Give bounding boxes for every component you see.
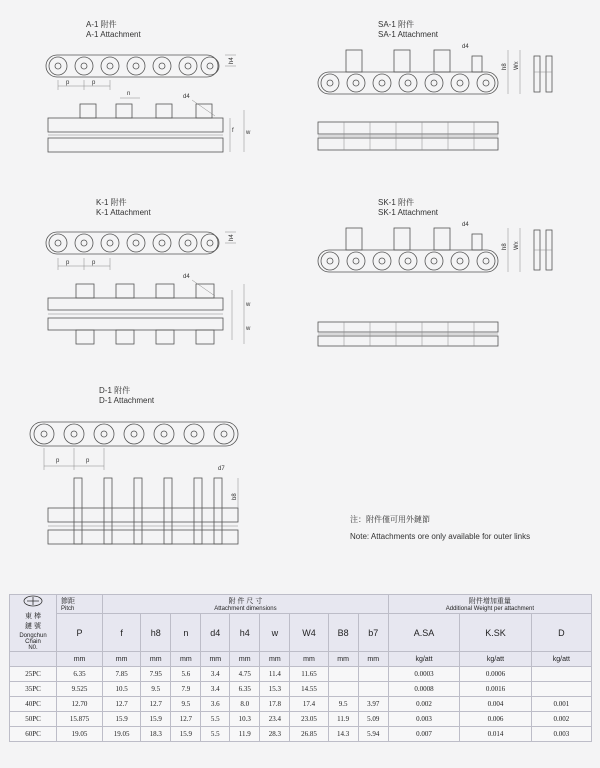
k1-side-view bbox=[46, 232, 236, 270]
row-cell: 0.001 bbox=[531, 697, 591, 712]
unit-cell: mm bbox=[141, 652, 171, 667]
row-cell: 14.3 bbox=[328, 727, 358, 742]
sym-cell: f bbox=[103, 614, 141, 652]
table-row bbox=[10, 682, 592, 697]
k1-label-cn: K-1 附件 bbox=[96, 198, 127, 207]
k1-label-en: K-1 Attachment bbox=[96, 208, 151, 217]
sa1-wx-label: Wx bbox=[514, 61, 520, 70]
attach-dim-en: Attachment dimensions bbox=[214, 606, 277, 612]
unit-cell: kg/att bbox=[388, 652, 459, 667]
unit-cell: mm bbox=[230, 652, 260, 667]
d1-label-cn: D-1 附件 bbox=[99, 386, 131, 395]
a1-f-label: f bbox=[232, 128, 234, 134]
row-cell: 0.002 bbox=[388, 697, 459, 712]
row-cell: 0.0008 bbox=[388, 682, 459, 697]
row-name: 60PC bbox=[10, 727, 57, 742]
sa1-d4-label: d4 bbox=[462, 44, 469, 50]
unit-cell: mm bbox=[290, 652, 328, 667]
row-cell: 0.014 bbox=[460, 727, 531, 742]
a1-d4-label: d4 bbox=[183, 94, 190, 100]
symbol-row bbox=[10, 614, 592, 652]
sym-cell: w bbox=[260, 614, 290, 652]
row-cell: 0.002 bbox=[531, 712, 591, 727]
row-cell: 3.6 bbox=[201, 697, 230, 712]
d1-p-label-1: p bbox=[56, 458, 60, 464]
table-row bbox=[10, 712, 592, 727]
row-cell bbox=[328, 682, 358, 697]
sk1-wx-label: Wx bbox=[514, 241, 520, 250]
row-cell: 19.05 bbox=[103, 727, 141, 742]
sym-cell: b7 bbox=[358, 614, 388, 652]
row-cell: 9.525 bbox=[57, 682, 103, 697]
row-cell: 12.7 bbox=[103, 697, 141, 712]
sa1-top-view bbox=[318, 122, 498, 150]
row-cell: 0.007 bbox=[388, 727, 459, 742]
note-en: Note: Attachments ore only available for outer links bbox=[350, 532, 531, 541]
pitch-header bbox=[57, 595, 103, 614]
row-cell: 19.05 bbox=[57, 727, 103, 742]
row-name: 40PC bbox=[10, 697, 57, 712]
row-cell: 0.0016 bbox=[460, 682, 531, 697]
row-name: 25PC bbox=[10, 667, 57, 682]
row-cell: 6.35 bbox=[230, 682, 260, 697]
row-cell: 9.5 bbox=[171, 697, 201, 712]
k1-d4-label: d4 bbox=[183, 274, 190, 280]
unit-row bbox=[10, 652, 592, 667]
row-cell bbox=[358, 682, 388, 697]
row-cell: 0.004 bbox=[460, 697, 531, 712]
a1-label-en: A-1 Attachment bbox=[86, 30, 141, 39]
pitch-en: Pitch bbox=[61, 606, 75, 612]
row-cell: 15.875 bbox=[57, 712, 103, 727]
sk1-d4-label: d4 bbox=[462, 222, 469, 228]
attach-dim-cn: 附 件 尺 寸 bbox=[228, 598, 263, 605]
a1-w-label: w bbox=[246, 130, 251, 136]
row-cell: 0.003 bbox=[531, 727, 591, 742]
sa1-h8-label: h8 bbox=[502, 63, 508, 70]
table-row bbox=[10, 697, 592, 712]
table-body bbox=[10, 667, 592, 742]
row-cell: 5.94 bbox=[358, 727, 388, 742]
a1-label-cn: A-1 附件 bbox=[86, 20, 117, 29]
a1-p-label-1: p bbox=[66, 80, 70, 86]
brand-cell bbox=[10, 595, 57, 652]
row-cell: 5.6 bbox=[171, 667, 201, 682]
unit-cell: kg/att bbox=[460, 652, 531, 667]
a1-side-view bbox=[46, 55, 236, 90]
sk1-top-view bbox=[318, 322, 498, 346]
row-cell bbox=[358, 667, 388, 682]
row-cell: 3.4 bbox=[201, 667, 230, 682]
weight-header bbox=[388, 595, 591, 614]
sa1-label-en: SA-1 Attachment bbox=[378, 30, 439, 39]
d1-p-label-2: p bbox=[86, 458, 90, 464]
row-cell bbox=[328, 667, 358, 682]
d1-d7-label: d7 bbox=[218, 466, 225, 472]
row-name: 35PC bbox=[10, 682, 57, 697]
k1-w-label-2: w bbox=[246, 326, 251, 332]
sa1-side-view bbox=[318, 44, 552, 94]
row-cell: 10.5 bbox=[103, 682, 141, 697]
sk1-h8-label: h8 bbox=[502, 243, 508, 250]
row-cell: 12.7 bbox=[171, 712, 201, 727]
weight-en: Additional Weight per attachment bbox=[445, 606, 535, 612]
weight-cn: 附件增加重量 bbox=[468, 598, 511, 605]
sk1-label-cn: SK-1 附件 bbox=[378, 198, 415, 207]
spec-table bbox=[9, 594, 592, 742]
k1-top-view bbox=[48, 274, 251, 344]
row-cell: 11.4 bbox=[260, 667, 290, 682]
row-cell: 23.05 bbox=[290, 712, 328, 727]
row-cell: 11.9 bbox=[230, 727, 260, 742]
pitch-cn: 節距 bbox=[61, 598, 75, 605]
d1-label-en: D-1 Attachment bbox=[99, 396, 155, 405]
row-cell: 18.3 bbox=[141, 727, 171, 742]
row-cell: 7.95 bbox=[141, 667, 171, 682]
row-cell: 3.4 bbox=[201, 682, 230, 697]
table-header-row bbox=[10, 595, 592, 614]
a1-top-view bbox=[48, 91, 251, 152]
table-row bbox=[10, 727, 592, 742]
row-cell: 5.09 bbox=[358, 712, 388, 727]
d1-b8-label: b8 bbox=[232, 493, 238, 500]
row-cell: 8.0 bbox=[230, 697, 260, 712]
row-cell: 17.8 bbox=[260, 697, 290, 712]
sa1-label-cn: SA-1 附件 bbox=[378, 20, 415, 29]
logo-icon bbox=[23, 595, 43, 607]
row-cell: 9.5 bbox=[328, 697, 358, 712]
sym-cell: h8 bbox=[141, 614, 171, 652]
row-cell: 15.9 bbox=[141, 712, 171, 727]
row-name: 50PC bbox=[10, 712, 57, 727]
row-cell: 12.7 bbox=[141, 697, 171, 712]
unit-cell: kg/att bbox=[531, 652, 591, 667]
brand-en: Dongchun Chain N0. bbox=[19, 633, 47, 651]
row-cell: 0.0003 bbox=[388, 667, 459, 682]
k1-p-label-2: p bbox=[92, 260, 96, 266]
row-cell: 4.75 bbox=[230, 667, 260, 682]
sym-cell: d4 bbox=[201, 614, 230, 652]
k1-w-label-1: w bbox=[246, 302, 251, 308]
sym-cell: n bbox=[171, 614, 201, 652]
sym-cell: A.SA bbox=[388, 614, 459, 652]
row-cell: 0.006 bbox=[460, 712, 531, 727]
row-cell: 7.9 bbox=[171, 682, 201, 697]
row-cell: 15.3 bbox=[260, 682, 290, 697]
unit-cell: mm bbox=[201, 652, 230, 667]
sym-cell: B8 bbox=[328, 614, 358, 652]
k1-h4-label: h4 bbox=[229, 234, 235, 241]
d1-side-view bbox=[30, 422, 238, 470]
sym-cell: K.SK bbox=[460, 614, 531, 652]
a1-h4-label: h4 bbox=[229, 57, 235, 64]
row-cell: 15.9 bbox=[171, 727, 201, 742]
attach-dim-header bbox=[103, 595, 389, 614]
row-cell: 15.9 bbox=[103, 712, 141, 727]
unit-cell: mm bbox=[328, 652, 358, 667]
unit-cell: mm bbox=[103, 652, 141, 667]
unit-cell: mm bbox=[260, 652, 290, 667]
a1-p-label-2: p bbox=[92, 80, 96, 86]
row-cell: 5.5 bbox=[201, 727, 230, 742]
row-cell: 23.4 bbox=[260, 712, 290, 727]
brand-cn: 東 棒 鏈 號 bbox=[25, 613, 41, 630]
note-cn: 注：附件僅可用外鏈節 bbox=[350, 515, 430, 524]
row-cell: 17.4 bbox=[290, 697, 328, 712]
unit-blank bbox=[10, 652, 57, 667]
row-cell: 14.55 bbox=[290, 682, 328, 697]
row-cell: 26.85 bbox=[290, 727, 328, 742]
row-cell: 0.0006 bbox=[460, 667, 531, 682]
d1-top-view bbox=[48, 466, 238, 544]
a1-n-label: n bbox=[127, 91, 131, 97]
sym-cell: P bbox=[57, 614, 103, 652]
unit-cell: mm bbox=[358, 652, 388, 667]
row-cell: 7.85 bbox=[103, 667, 141, 682]
row-cell: 9.5 bbox=[141, 682, 171, 697]
sym-cell: W4 bbox=[290, 614, 328, 652]
row-cell: 10.3 bbox=[230, 712, 260, 727]
sym-cell: h4 bbox=[230, 614, 260, 652]
row-cell: 5.5 bbox=[201, 712, 230, 727]
row-cell: 12.70 bbox=[57, 697, 103, 712]
unit-cell: mm bbox=[171, 652, 201, 667]
row-cell: 3.97 bbox=[358, 697, 388, 712]
sk1-side-view bbox=[318, 222, 552, 272]
row-cell: 6.35 bbox=[57, 667, 103, 682]
sym-cell: D bbox=[531, 614, 591, 652]
k1-p-label-1: p bbox=[66, 260, 70, 266]
row-cell bbox=[531, 667, 591, 682]
row-cell: 28.3 bbox=[260, 727, 290, 742]
sk1-label-en: SK-1 Attachment bbox=[378, 208, 439, 217]
row-cell: 11.65 bbox=[290, 667, 328, 682]
row-cell: 0.003 bbox=[388, 712, 459, 727]
table-row bbox=[10, 667, 592, 682]
row-cell bbox=[531, 682, 591, 697]
unit-cell: mm bbox=[57, 652, 103, 667]
row-cell: 11.9 bbox=[328, 712, 358, 727]
